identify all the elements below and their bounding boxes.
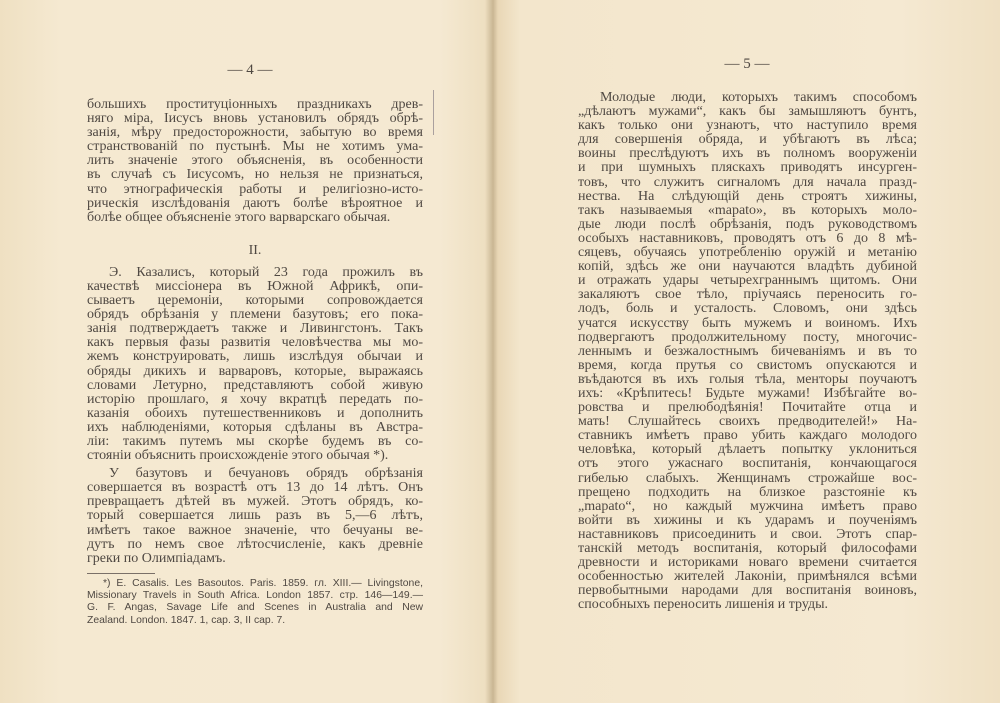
footnote-line: Missionary Travels in South Africa. London 1857. стр. 146—149.—	[87, 590, 423, 602]
text-line: прещено подходить на близкое разстояніе къ	[578, 484, 917, 500]
text-line: казанія обоихъ путешественниковъ и дополнить	[87, 405, 423, 421]
text-line: мать! Слушайтесь своихъ предводителей!» На-	[578, 414, 917, 430]
footnote-line: G. F. Angas, Savage Life and Scenes in Australia and New	[87, 602, 423, 614]
text-line: обряды дикихъ и варваровъ, которые, выражаясь	[87, 363, 423, 379]
right-text-column	[578, 91, 917, 612]
text-line: занія, мѣру предосторожности, забытую во время	[87, 125, 423, 141]
footnote	[87, 578, 423, 627]
text-line: У базутовъ и бечуановъ обрядъ обрѣзанія	[109, 466, 423, 482]
text-line: сяцевъ, обучаясь употребленію оружій и метанію	[578, 245, 917, 261]
text-line: дутъ по немъ свое лѣтосчисленіе, какъ древніе	[87, 536, 423, 552]
paragraph	[87, 98, 423, 225]
text-line: стояніи объяснить происхожденіе этого обычая *).	[87, 448, 389, 464]
text-line: Э. Казалисъ, который 23 года прожилъ въ	[109, 264, 423, 280]
text-line: что этнографическія работы и религіозно-исто-	[87, 181, 423, 197]
text-line: время, когда прутья со свистомъ опускаются и	[578, 357, 917, 373]
text-line: торый совершается лишь разъ въ 5,—6 лѣтъ,	[87, 508, 423, 524]
margin-pencil-mark	[433, 90, 434, 135]
text-line: превращаетъ дѣтей въ мужей. Этотъ обрядъ, ко-	[87, 494, 423, 510]
text-line: занія подтверждаетъ также и Ливингстонъ. Такъ	[87, 321, 423, 337]
text-line: странствованій по пустынѣ. Мы не хотимъ ума-	[87, 139, 423, 155]
text-line: исторію прошлаго, я хочу вкратцѣ передать по-	[87, 391, 423, 407]
footnote-line: Zealand. London. 1847. 1, cap. 3, II cap. 7.	[87, 614, 286, 626]
text-line: рическія изслѣдованія даютъ болѣе вѣроятное и	[87, 195, 423, 211]
text-line: „дѣлаютъ мужами“, какъ бы замышляютъ бунтъ,	[578, 104, 917, 120]
text-line: учатся искусству быть мужемъ и воиномъ. Ихъ	[578, 315, 917, 331]
text-line: въ случаѣ съ Іисусомъ, но нельзя не признаться,	[87, 167, 423, 183]
left-page	[0, 0, 493, 703]
text-line: ровства и прелюбодѣянія! Почитайте отца и	[578, 400, 917, 416]
text-line: такъ называемыя «mapato», въ которыхъ моло-	[578, 202, 917, 218]
text-line: особенностью жителей Лаконіи, примѣнялся всѣми	[578, 569, 917, 585]
text-line: ліи: такимъ путемъ мы скорѣе будемъ въ со-	[87, 433, 423, 449]
text-line: леннымъ и безжалостнымъ бичеваніямъ и въ то	[578, 343, 917, 359]
text-line: особыхъ наставниковъ, проводятъ отъ 6 до 8 мѣ-	[578, 230, 917, 246]
text-line: закаляютъ свое тѣло, пріучаясь переносить го-	[578, 287, 917, 303]
text-line: обрядъ обрѣзанія у племени базутовъ; его пока-	[87, 307, 423, 323]
text-line: и отражать удары четырехграннымъ щитомъ. Они	[578, 273, 917, 289]
text-line: отъ этого ужаснаго воспитанія, кончающагося	[578, 456, 917, 472]
text-line: лить значеніе этого объясненія, въ особенности	[87, 153, 423, 169]
text-line: ихъ наблюденіями, которыя сдѣланы въ Австра-	[87, 419, 423, 435]
paragraph	[578, 91, 917, 612]
text-line: воины преслѣдуютъ ихъ въ полномъ вооруженіи	[578, 146, 917, 162]
text-line: въѣдаются въ ихъ голыя тѣла, менторы поучаютъ	[578, 371, 917, 387]
text-line: для совершенія обряда, и убѣгаютъ въ лѣса;	[578, 132, 917, 148]
text-line: древности и историками новаго времени считается	[578, 555, 917, 571]
page-number: — 5 —	[724, 56, 770, 72]
text-line: войти въ хижины и къ ударамъ и поученіямъ	[578, 512, 917, 528]
paragraph	[87, 467, 423, 566]
text-line: способныхъ переносить лишенія и труды.	[578, 597, 829, 613]
text-line: качествѣ миссіонера въ Южной Африкѣ, опи-	[87, 278, 423, 294]
page-number: — 4 —	[227, 62, 273, 78]
text-line: сываетъ церемоніи, которыми сопровождается	[87, 293, 423, 309]
footnote-line: *) E. Casalis. Les Basoutos. Paris. 1859. гл. XIII.— Livingstone,	[103, 577, 423, 589]
text-line: словами Летурно, представляютъ собой живую	[87, 377, 423, 393]
text-line: совершается въ возрастѣ отъ 13 до 14 лѣтъ. Онъ	[87, 480, 423, 496]
text-line: гибелью слабыхъ. Женщинамъ строжайше вос-	[578, 470, 917, 486]
text-line: жемъ конструировать, лишь изслѣдуя обычаи и	[87, 349, 423, 365]
text-line: греки по Олимпіадамъ.	[87, 550, 226, 566]
text-line: большихъ проституціонныхъ праздникахъ древ-	[87, 97, 423, 112]
text-line: имѣетъ такое важное значеніе, что бечуаны ве-	[87, 522, 423, 538]
text-line: и при шумныхъ пляскахъ приводятъ инсурген-	[578, 160, 917, 176]
text-line: няго міра, Іисусъ вновь установилъ обрядъ обрѣ-	[87, 111, 423, 127]
footnote-divider	[87, 573, 155, 574]
text-line: ставникъ имѣетъ право убить каждаго молодого	[578, 428, 917, 444]
text-line: танскій методъ воспитанія, который философами	[578, 541, 917, 556]
right-page	[500, 0, 1000, 703]
text-line: человѣка, который дѣлаетъ попытку уклониться	[578, 442, 917, 458]
left-text-column	[87, 98, 423, 627]
section-heading: II.	[248, 242, 262, 258]
text-line: „mapato“, но каждый мужчина имѣетъ право	[578, 498, 917, 514]
text-line: дые люди послѣ обрѣзанія, подъ руководствомъ	[578, 216, 917, 232]
text-line: какъ первыя фазы развитія человѣчества мы мо-	[87, 335, 423, 351]
text-line: первобытными народами для воспитанія воиновъ,	[578, 583, 917, 599]
text-line: наставниковъ присоединить и свои. Этотъ спар-	[578, 526, 917, 542]
paragraph	[87, 266, 423, 463]
text-line: копій, здѣсь же они научаются владѣть дубиной	[578, 259, 917, 275]
text-line: болѣе общее объясненіе этого варварскаго обычая.	[87, 209, 391, 225]
text-line: подвергаютъ продолжительному посту, многочис-	[578, 329, 917, 345]
text-line: нества. На слѣдующій день строятъ хижины,	[578, 188, 917, 204]
text-line: лодъ, боль и усталость. Словомъ, они здѣсь	[578, 301, 917, 317]
text-line: какъ только они узнаютъ, что наступило время	[578, 118, 917, 134]
text-line: Молодые люди, которыхъ такимъ способомъ	[600, 90, 917, 105]
text-line: ихъ: «Крѣпитесь! Будьте мужами! Избѣгайте во-	[578, 385, 917, 401]
text-line: товъ, что служитъ сигналомъ для начала празд-	[578, 174, 917, 190]
